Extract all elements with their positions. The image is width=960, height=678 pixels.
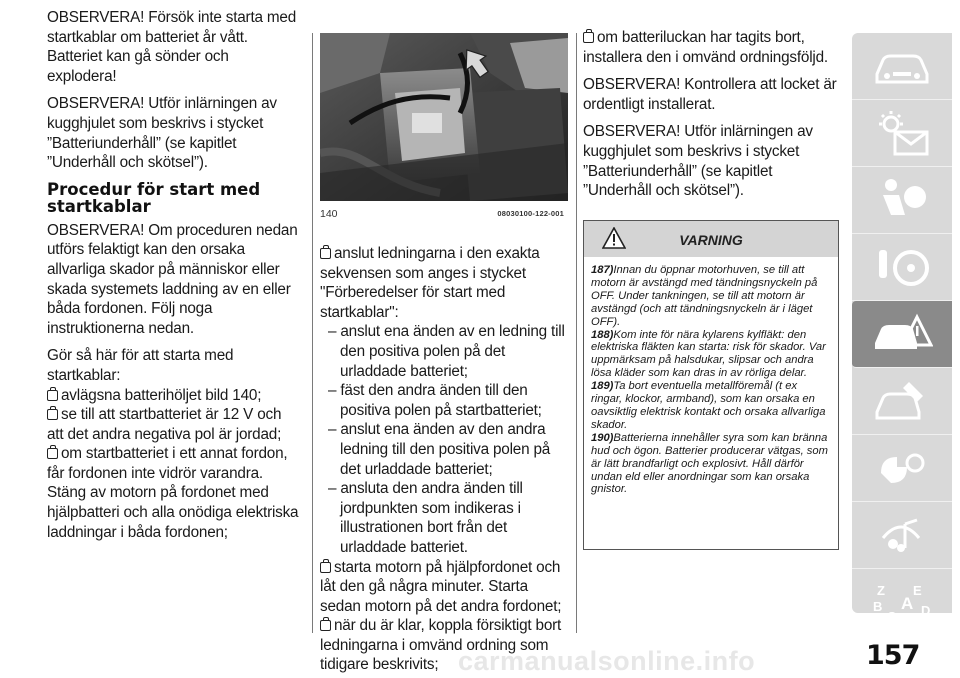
tab-starting-driving[interactable] bbox=[852, 234, 952, 301]
column-1 bbox=[47, 8, 300, 542]
multimedia-icon bbox=[871, 510, 933, 560]
section-heading: Procedur för start med startkablar bbox=[47, 179, 261, 216]
list-item-text: avlägsna batterihöljet bild 140; bbox=[61, 386, 262, 404]
engine-bay-photo bbox=[320, 33, 568, 201]
list-item bbox=[583, 28, 843, 67]
sub-list-item: – fäst den andra änden till den positiva polen på startbatteriet; bbox=[328, 382, 542, 419]
warning-lights-icon bbox=[871, 108, 933, 158]
tab-dashboard[interactable] bbox=[852, 33, 952, 100]
warning-item-text: Kom inte för nära kylarens kylfläkt: den elektriska fläkten kan starta: risk för skador. Var uppmärksam på halsdukar, slipsar och andra lösa kläder som kan dras in av rörliga delar. bbox=[591, 328, 826, 380]
list-item-text: anslut ledningarna i den exakta sekvensen som anges i stycket "Förberedelser för start med startkablar": bbox=[320, 245, 540, 321]
index-icon bbox=[867, 581, 937, 625]
index-letter: Z bbox=[877, 582, 885, 598]
airbag-safety-icon bbox=[871, 175, 933, 225]
paragraph-observera-wet: OBSERVERA! Försök inte starta med startkablar om batteriet år vått. Batteriet kan gå sönder och explodera! bbox=[47, 9, 297, 85]
tab-service[interactable] bbox=[852, 368, 952, 435]
steering-wheel-key-icon bbox=[871, 242, 933, 292]
paragraph-observera-procedure: OBSERVERA! Om proceduren nedan utförs felaktigt kan den orsaka allvarliga skador på människor eller skada systemets laddning av en eller båda fordonen. Följ noga instruktionerna nedan. bbox=[47, 221, 298, 337]
bullet-icon bbox=[47, 409, 58, 420]
paragraph-observera-learning: OBSERVERA! Utför inlärningen av kugghjulet som beskrivs i stycket ”Batteriunderhåll” (se kapitlet ”Underhåll och skötsel”). bbox=[47, 95, 277, 172]
warning-header bbox=[584, 221, 838, 257]
car-dashboard-icon bbox=[871, 44, 933, 88]
paragraph-observera-lid: OBSERVERA! Kontrollera att locket är ordentligt installerat. bbox=[583, 76, 837, 113]
chapter-sidebar bbox=[852, 33, 952, 625]
list-item bbox=[47, 405, 300, 444]
bullet-icon bbox=[47, 448, 58, 459]
tab-warning-lights[interactable] bbox=[852, 100, 952, 167]
index-letter: A bbox=[901, 593, 914, 613]
paragraph-intro: Gör så här för att starta med startkablar: bbox=[47, 347, 234, 384]
sub-list-item: – anslut ena änden av en ledning till den positiva polen på det urladdade batteriet; bbox=[328, 323, 565, 380]
index-letter: E bbox=[913, 582, 922, 598]
bullet-icon bbox=[320, 562, 331, 573]
watermark: carmanualsonline.info bbox=[458, 646, 756, 676]
warning-item-text: Innan du öppnar motorhuven, se till att motorn är avstängd med tändningsnyckeln på OFF. Under tankningen, se till att motorn är avstängd (och att tändningsnyckeln är i läget OFF). bbox=[591, 264, 818, 328]
warning-item-number: 189) bbox=[591, 380, 614, 393]
column-2 bbox=[320, 244, 568, 675]
bullet-icon bbox=[320, 248, 331, 259]
warning-body bbox=[584, 257, 838, 496]
warning-item bbox=[591, 380, 831, 432]
list-item bbox=[47, 444, 300, 542]
warning-item bbox=[591, 264, 831, 329]
warning-title: VARNING bbox=[679, 232, 743, 248]
index-letter: D bbox=[921, 602, 931, 618]
warning-item-text: Batterierna innehåller syra som kan bränna hud och ögon. Batterier producerar vätgas, som är lätt brandfarligt och explosivt. Håll därför undan eld eller anordningar som kan orsaka gnistor. bbox=[591, 431, 828, 496]
warning-item-number: 190) bbox=[591, 431, 614, 444]
bullet-icon bbox=[583, 32, 594, 43]
bullet-icon bbox=[47, 390, 58, 401]
page-number: 157 bbox=[866, 640, 920, 671]
list-item bbox=[320, 244, 568, 322]
tab-index[interactable] bbox=[852, 569, 952, 636]
bullet-icon bbox=[320, 620, 331, 631]
car-service-icon bbox=[871, 376, 933, 426]
warning-box bbox=[583, 220, 839, 550]
list-item-text: starta motorn på hjälpfordonet och låt den gå några minuter. Starta sedan motorn på det andra fordonet; bbox=[320, 558, 562, 615]
battery-photo-illustration bbox=[320, 33, 568, 201]
car-breakdown-icon bbox=[871, 309, 933, 359]
sub-list-item: – ansluta den andra änden till jordpunkten som indikeras i illustrationen bort från det urladdade batteriet. bbox=[328, 480, 523, 556]
warning-item bbox=[591, 432, 831, 497]
column-divider bbox=[576, 33, 577, 633]
index-letter: C bbox=[887, 608, 897, 624]
warning-item bbox=[591, 329, 831, 381]
tab-emergency[interactable] bbox=[852, 301, 952, 368]
column-3 bbox=[583, 28, 843, 201]
list-item-text: om batteriluckan har tagits bort, installera den i omvänd ordningsföljd. bbox=[583, 29, 828, 66]
list-item-text: när du är klar, koppla försiktigt bort ledningarna i omvänd ordning som tidigare beskrivits; bbox=[320, 617, 562, 674]
technical-data-icon bbox=[871, 443, 933, 493]
figure-number: 140 bbox=[320, 208, 338, 220]
tab-technical-data[interactable] bbox=[852, 435, 952, 502]
warning-item-number: 187) bbox=[591, 264, 614, 276]
sub-list-item: – anslut ena änden av den andra ledning till den positiva polen på det urladdade batteriet; bbox=[328, 421, 551, 478]
index-letter: T bbox=[905, 611, 913, 625]
list-item-text: om startbatteriet i ett annat fordon, får fordonen inte vidrör varandra. Stäng av motorn på fordonet med hjälpbatteri och alla onödiga elektriska laddningar i båda fordonen; bbox=[47, 445, 299, 541]
column-divider bbox=[312, 33, 313, 633]
list-item bbox=[47, 386, 300, 406]
figure-code: 08030100-122-001 bbox=[497, 209, 564, 218]
tab-safety[interactable] bbox=[852, 167, 952, 234]
paragraph-observera-learning-2: OBSERVERA! Utför inlärningen av kugghjulet som beskrivs i stycket ”Batteriunderhåll” (se kapitlet ”Underhåll och skötsel”). bbox=[583, 123, 813, 200]
figure-caption bbox=[320, 208, 568, 220]
list-item bbox=[320, 558, 568, 617]
list-item-text: se till att startbatteriet är 12 V och att det andra negativa pol är jordad; bbox=[47, 406, 282, 443]
warning-item-number: 188) bbox=[591, 328, 614, 341]
tab-multimedia[interactable] bbox=[852, 502, 952, 569]
index-letter: B bbox=[873, 598, 883, 614]
warning-item-text: Ta bort eventuella metallföremål (t ex ringar, klockor, armband), som kan orsaka en oavsiktlig elektrisk kontakt och orsaka allvarliga skador. bbox=[591, 380, 826, 431]
